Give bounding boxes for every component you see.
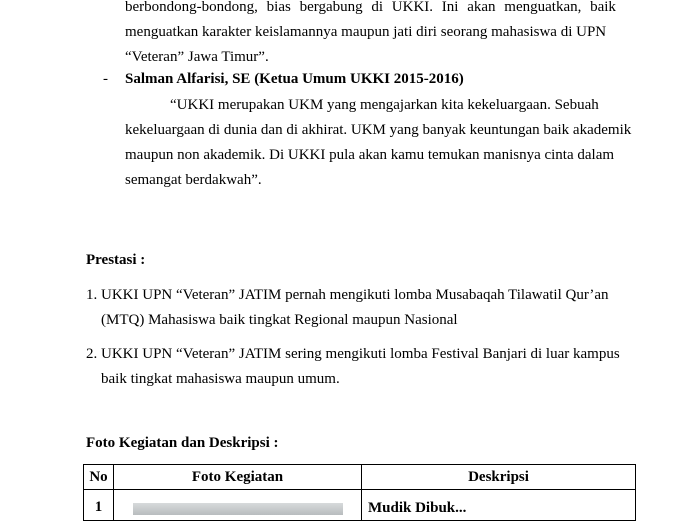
word: di <box>371 0 384 15</box>
activity-table <box>83 464 636 521</box>
word: berbondong-bondong, <box>125 0 258 15</box>
word: UKKI. <box>391 0 434 15</box>
prestasi-heading: Prestasi : <box>86 252 146 268</box>
activity-photo <box>133 503 343 515</box>
row-number: 1 <box>84 490 114 521</box>
activity-photo-cell <box>114 490 362 521</box>
column-header-no: No <box>84 465 114 490</box>
table-row <box>84 490 636 521</box>
column-header-foto: Foto Kegiatan <box>114 465 362 490</box>
testimonial-author: Salman Alfarisi, SE (Ketua Umum UKKI 2015-2016) <box>125 71 464 87</box>
column-header-deskripsi: Deskripsi <box>362 465 636 490</box>
testimonial-line4: semangat berdakwah”. <box>125 172 262 188</box>
testimonial-line2: kekeluargaan di dunia dan di akhirat. UKM yang banyak keuntungan baik akademik <box>125 122 632 138</box>
prestasi-item2-line2: baik tingkat mahasiswa maupun umum. <box>101 371 340 387</box>
word: bias <box>266 0 291 15</box>
foto-heading: Foto Kegiatan dan Deskripsi : <box>86 435 279 451</box>
quote1-line3: “Veteran” Jawa Timur”. <box>125 49 269 65</box>
bullet-dash: - <box>103 71 108 87</box>
word: bergabung <box>299 0 363 15</box>
prestasi-item2-line1: 2. UKKI UPN “Veteran” JATIM sering mengikuti lomba Festival Banjari di luar kampus <box>86 346 620 362</box>
prestasi-item1-line1: 1. UKKI UPN “Veteran” JATIM pernah mengikuti lomba Musabaqah Tilawatil Qur’an <box>86 287 609 303</box>
word: akan <box>467 0 496 15</box>
testimonial-line1: “UKKI merupakan UKM yang mengajarkan kita kekeluargaan. Sebuah <box>170 97 599 113</box>
word: Ini <box>441 0 459 15</box>
word: baik <box>590 0 616 15</box>
table-header-row <box>84 465 636 490</box>
word: menguatkan, <box>504 0 582 15</box>
testimonial-line3: maupun non akademik. Di UKKI pula akan kamu temukan manisnya cinta dalam <box>125 147 615 163</box>
row-description: Mudik Dibuk... <box>362 490 636 521</box>
prestasi-item1-line2: (MTQ) Mahasiswa baik tingkat Regional maupun Nasional <box>101 312 458 328</box>
quote1-line1 <box>125 0 616 17</box>
quote1-line2: menguatkan karakter keislamannya maupun jati diri seorang mahasiswa di UPN <box>125 24 607 40</box>
